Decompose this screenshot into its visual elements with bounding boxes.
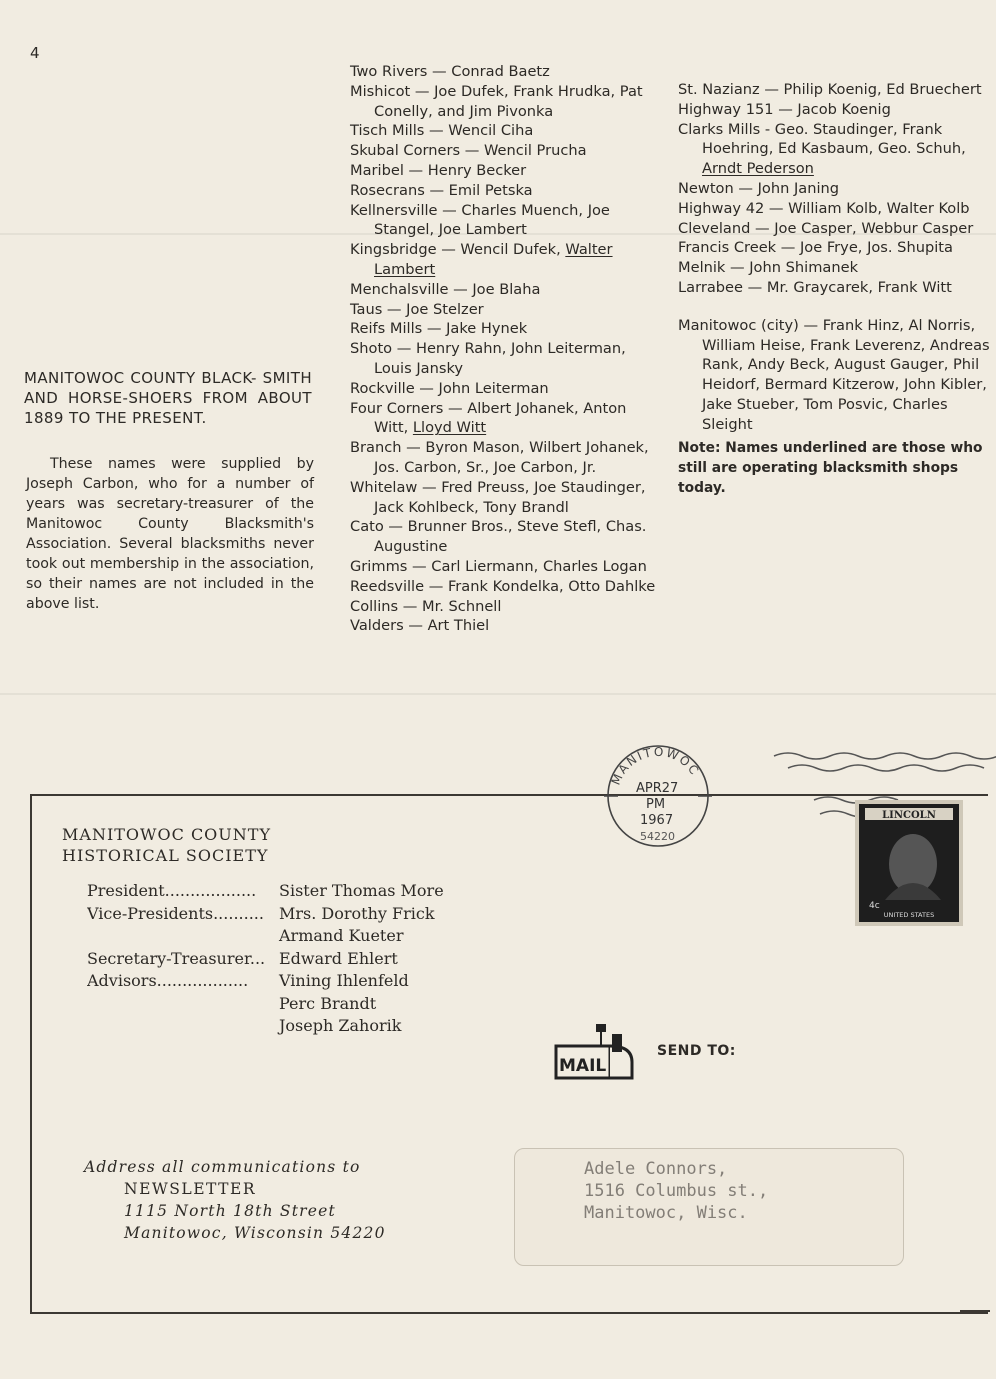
send-to-label: SEND TO: [657,1043,736,1059]
list-item [678,258,996,278]
address-street: 1115 North 18th Street [124,1202,336,1220]
entry-text: St. Nazianz — Philip Koenig, Ed Bruechert [678,81,982,98]
entry-text: Grimms — Carl Liermann, Charles Logan [350,557,647,575]
entry-text: Whitelaw — Fred Preuss, Joe Staudinger, Jack Kohlbeck, Tony Brandl [350,478,646,516]
list-item [350,517,660,557]
stamp-name: LINCOLN [882,810,936,821]
officer-row [87,949,444,972]
return-address [84,1156,386,1244]
list-item [350,399,660,439]
intro-heading: MANITOWOC COUNTY BLACK- SMITH AND HORSE-SHOERS FROM ABOUT 1889 TO THE PRESENT. [24,369,312,427]
entry-text: Larrabee — Mr. Graycarek, Frank Witt [678,278,952,296]
entry-text: Taus — Joe Stelzer [350,300,484,318]
active-shop-name: Walter Lambert [374,241,613,278]
entry-text: Rosecrans — Emil Petska [350,181,533,199]
officer-name: Armand Kueter [279,926,404,945]
entry-text: Shoto — Henry Rahn, John Leiterman, Louis Jansky [350,340,626,377]
society-name-line1: MANITOWOC COUNTY [62,825,272,844]
list-item [350,62,660,82]
entry-text: Four Corners — Albert Johanek, Anton Witt, [350,399,627,437]
list-item [350,121,660,141]
postmark-date: APR27 [636,781,679,796]
officer-name: Joseph Zahorik [279,1016,402,1035]
officer-row [87,971,444,994]
entry-text: Cato — Brunner Bros., Steve Stefl, Chas. Augustine [350,518,647,556]
list-item [350,577,660,597]
postmark [600,744,720,848]
list-item [350,161,660,181]
list-item [350,557,660,577]
officer-role [87,926,279,949]
entry-text: Kellnersville — Charles Muench, Joe Stangel, Joe Lambert [350,201,610,239]
postmark-zip: 54220 [640,830,675,843]
list-item [678,238,996,258]
officer-name: Mrs. Dorothy Frick [279,903,435,923]
address-city: Manitowoc, Wisconsin 54220 [124,1224,386,1242]
list-item [678,120,996,179]
list-item [350,438,660,478]
officer-name: Sister Thomas More [279,881,444,900]
officer-role [87,994,279,1017]
recipient-line3: Manitowoc, Wisc. [584,1203,748,1223]
list-item [350,616,660,636]
list-item [678,219,996,239]
entry-text: Tisch Mills — Wencil Ciha [350,122,534,140]
officer-row [87,881,444,904]
officers-list [87,881,444,1039]
list-item [350,141,660,161]
paper-fold [0,693,996,695]
recipient-line2: 1516 Columbus st., [584,1181,769,1201]
list-item [350,319,660,339]
page-number: 4 [30,44,40,62]
list-item [350,280,660,300]
officer-row [87,904,444,927]
manitowoc-city-entry: Manitowoc (city) — Frank Hinz, Al Norris, William Heise, Frank Leverenz, Andreas Rank, Andy Beck, August Gauger, Phil Heidorf, Bermard Kitzerow, John Kibler, Jake Stueber, Tom Posvic, Charles Sleight [678,316,990,433]
entry-text: Francis Creek — Joe Frye, Jos. Shupita [678,239,953,257]
entry-text: Reedsville — Frank Kondelka, Otto Dahlke [350,577,656,595]
list-item [350,181,660,201]
stamp-image [855,800,963,926]
officer-row [87,1016,444,1039]
list-item [678,278,996,298]
entry-text: Kingsbridge — Wencil Dufek, [350,241,566,259]
officer-name: Vining Ihlenfeld [279,971,409,990]
entry-text: Mishicot — Joe Dufek, Frank Hrudka, Pat Conelly, and Jim Pivonka [350,82,643,120]
entry-text: Melnik — John Shimanek [678,259,859,277]
list-item [678,179,996,199]
list-item [350,201,660,241]
postmark-time: PM [646,797,666,812]
officer-role: President.................. [87,881,257,900]
entry-text: Collins — Mr. Schnell [350,597,502,615]
officer-name: Perc Brandt [279,993,377,1013]
entry-text: Skubal Corners — Wencil Prucha [350,142,587,160]
entry-text: Clarks Mills - Geo. Staudinger, Frank Hoehring, Ed Kasbaum, Geo. Schuh, [678,120,966,158]
list-item [350,240,660,280]
blacksmith-list-column-2 [350,62,660,636]
entry-text: Newton — John Janing [678,179,840,197]
list-item [350,478,660,518]
entry-text: Valders — Art Thiel [350,617,490,635]
list-item [350,379,660,399]
entry-text: Menchalsville — Joe Blaha [350,280,541,298]
mailbox-icon [552,1020,640,1086]
postmark-year: 1967 [640,813,674,828]
list-item [678,80,996,100]
recipient-address [584,1158,768,1224]
list-item [350,597,660,617]
address-intro: Address all communications to [84,1158,361,1176]
list-item [350,339,660,379]
entry-text: Highway 42 — William Kolb, Walter Kolb [678,199,970,217]
stamp-country: UNITED STATES [883,911,935,919]
list-item [350,82,660,122]
address-name: NEWSLETTER [124,1180,256,1198]
list-item [678,100,996,120]
postmark-city: MANITOWOC [608,744,703,788]
divider [960,1310,990,1312]
list-item [678,199,996,219]
entry-text: Two Rivers — Conrad Baetz [350,63,550,80]
entry-text: Highway 151 — Jacob Koenig [678,100,891,118]
mail-icon-label: MAIL [559,1056,607,1076]
lincoln-stamp [855,800,963,926]
intro-body: These names were supplied by Joseph Carbon, who for a number of years was secretary-treasurer of the Manitowoc County Blacksmith's Association. Several blacksmiths never took out membership in the association, so their names are not included in the above list. [26,456,314,612]
officer-row [87,994,444,1017]
officer-role [87,1016,279,1039]
entry-text: Branch — Byron Mason, Wilbert Johanek, Jos. Carbon, Sr., Joe Carbon, Jr. [350,439,649,476]
society-name [62,824,271,866]
society-name-line2: HISTORICAL SOCIETY [62,846,269,865]
entry-text: Reifs Mills — Jake Hynek [350,320,528,338]
stamp-value: 4c [869,901,880,911]
recipient-line1: Adele Connors, [584,1159,728,1179]
active-shop-name: Arndt Pederson [702,160,814,178]
officer-role: Advisors.................. [87,971,249,990]
column-3-entries [678,80,996,298]
officer-role: Vice-Presidents.......... [87,903,264,923]
active-shop-name: Lloyd Witt [412,419,487,437]
officer-role: Secretary-Treasurer... [87,948,266,968]
list-item [350,300,660,320]
officer-row [87,926,444,949]
officer-name: Edward Ehlert [279,948,398,968]
blacksmith-list-column-3 [678,80,996,498]
entry-text: Rockville — John Leiterman [350,379,549,397]
entry-text: Maribel — Henry Becker [350,161,527,179]
spacer [678,298,996,316]
entry-text: Cleveland — Joe Casper, Webbur Casper [678,219,974,237]
underline-note: Note: Names underlined are those who still are operating blacksmith shops today. [678,439,983,496]
